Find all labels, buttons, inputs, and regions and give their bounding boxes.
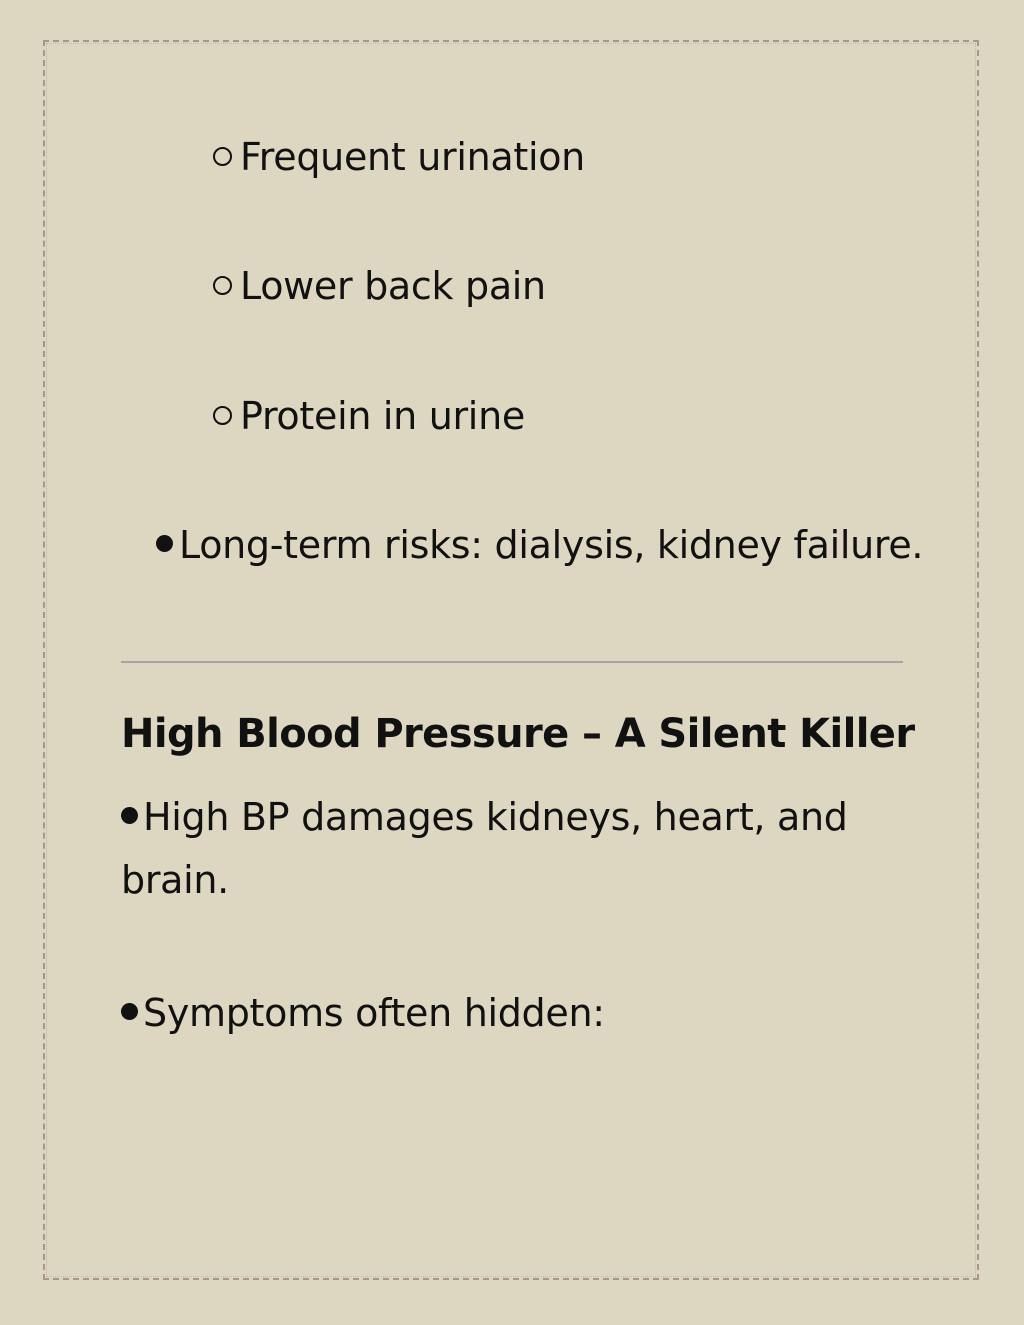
sub-list-item: [213, 134, 585, 180]
sub-list-item-text: Frequent urination: [240, 135, 585, 179]
section-divider: [121, 661, 903, 663]
list-item-text: Long-term risks: dialysis, kidney failure.: [179, 523, 924, 567]
page-border: [43, 40, 979, 1280]
section-bullet-text: High BP damages kidneys, heart, and brain.: [121, 795, 848, 902]
sub-list-item-text: Lower back pain: [240, 264, 546, 308]
hollow-bullet-icon: [213, 147, 232, 166]
hollow-bullet-icon: [213, 406, 232, 425]
sub-list-item: [213, 393, 525, 439]
section-bullet: [121, 982, 861, 1045]
sub-list-item-text: Protein in urine: [240, 394, 525, 438]
section-bullet: [121, 786, 861, 912]
sub-list-item: [213, 263, 546, 309]
solid-bullet-icon: [121, 807, 138, 824]
solid-bullet-icon: [156, 535, 173, 552]
section-bullet-text: Symptoms often hidden:: [143, 991, 605, 1035]
solid-bullet-icon: [121, 1003, 138, 1020]
section-heading: High Blood Pressure – A Silent Killer: [121, 711, 915, 757]
hollow-bullet-icon: [213, 276, 232, 295]
list-item: [156, 522, 923, 568]
